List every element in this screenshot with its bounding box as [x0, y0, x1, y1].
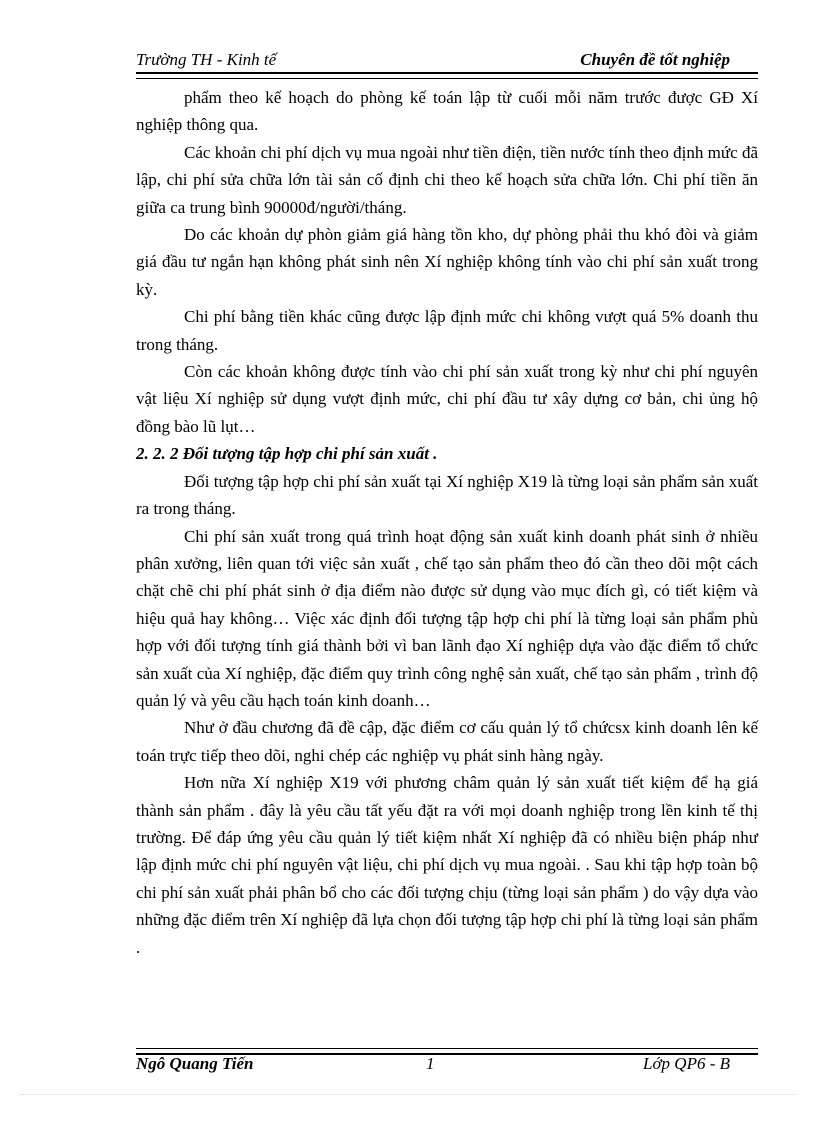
page-footer — [136, 1054, 758, 1078]
header-title: Chuyên đề tốt nghiệp — [580, 50, 730, 69]
header-rule — [136, 72, 758, 79]
header-school: Trường TH - Kinh tế — [136, 50, 277, 69]
paragraph: Do các khoản dự phòn giảm giá hàng tồn kho, dự phòng phải thu khó đòi và giảm giá đầu tư ngắn hạn không phát sinh nên Xí nghiệp không tính vào chi phí sản xuất trong kỳ. — [136, 225, 758, 299]
page-header — [136, 48, 758, 72]
page-number: 1 — [426, 1054, 435, 1073]
paragraph: Như ở đầu chương đã đề cập, đặc điểm cơ cấu quản lý tổ chứcsx kinh doanh lên kế toán trực tiếp theo dõi, nghi chép các nghiệp vụ phát sinh hàng ngày. — [136, 718, 758, 765]
page-body — [136, 84, 758, 961]
paragraph: phẩm theo kế hoạch do phòng kế toán lập từ cuối mỗi năm trước được GĐ Xí nghiệp thông qua. — [136, 88, 758, 135]
paragraph: Chi phí sản xuất trong quá trình hoạt động sản xuất kinh doanh phát sinh ở nhiều phân xưởng, liên quan tới việc sản xuất , chế tạo sản phẩm theo đó cần theo dõi một cách chặt chẽ chi phí phát sinh ở địa điểm nào được sử dụng vào mục đích gì, có tiết kiệm và hiệu quả hay không… Việc xác định đối tượng tập hợp chi phí là từng loại sản phẩm phù hợp với đối tượng tính giá thành bởi vì ban lãnh đạo Xí nghiệp dựa vào đặc điểm tổ chức sản xuất của Xí nghiệp, đặc điểm quy trình công nghệ sản xuất, chế tạo sản phẩm , trình độ quản lý và yêu cầu hạch toán kinh doanh… — [136, 526, 758, 710]
page-edge-divider — [20, 1094, 796, 1095]
section-heading: 2. 2. 2 Đối tượng tập hợp chi phí sản xuất . — [136, 444, 438, 464]
paragraph: Còn các khoản không được tính vào chi phí sản xuất trong kỳ như chi phí nguyên vật liệu Xí nghiệp sử dụng vượt định mức, chi phí đầu tư xây dựng cơ bản, chi ủng hộ đồng bào lũ lụt… — [136, 362, 758, 436]
paragraph: Đối tượng tập hợp chi phí sản xuất tại Xí nghiệp X19 là từng loại sản phẩm sản xuất ra trong tháng. — [136, 471, 758, 519]
paragraph: Chi phí bằng tiền khác cũng được lập định mức chi không vượt quá 5% doanh thu trong tháng. — [136, 307, 758, 354]
footer-author: Ngô Quang Tiến — [136, 1054, 254, 1073]
footer-class: Lớp QP6 - B — [643, 1054, 730, 1073]
paragraph: Hơn nữa Xí nghiệp X19 với phương châm quản lý sản xuất tiết kiệm để hạ giá thành sản phẩm . đây là yêu cầu tất yếu đặt ra với mọi doanh nghiệp trong lền kinh tế thị trường. Để đáp ứng yêu cầu quản lý tiết kiệm nhất Xí nghiệp đã có nhiều biện pháp như lập định mức chi phí nguyên vật liệu, chi phí dịch vụ mua ngoài. . Sau khi tập hợp toàn bộ chi phí sản xuất phải phân bổ cho các đối tượng chịu (từng loại sản phẩm ) do vậy dựa vào những đặc điểm trên Xí nghiệp đã lựa chọn đối tượng tập hợp chi phí là từng loại sản phẩm . — [136, 773, 758, 957]
paragraph: Các khoản chi phí dịch vụ mua ngoài như tiền điện, tiền nước tính theo định mức đã lập, chi phí sửa chữa lớn tài sản cố định chi theo kế hoạch sửa chữa lớn. Chi phí tiền ăn giữa ca trung bình 90000đ/người/tháng. — [136, 142, 758, 217]
